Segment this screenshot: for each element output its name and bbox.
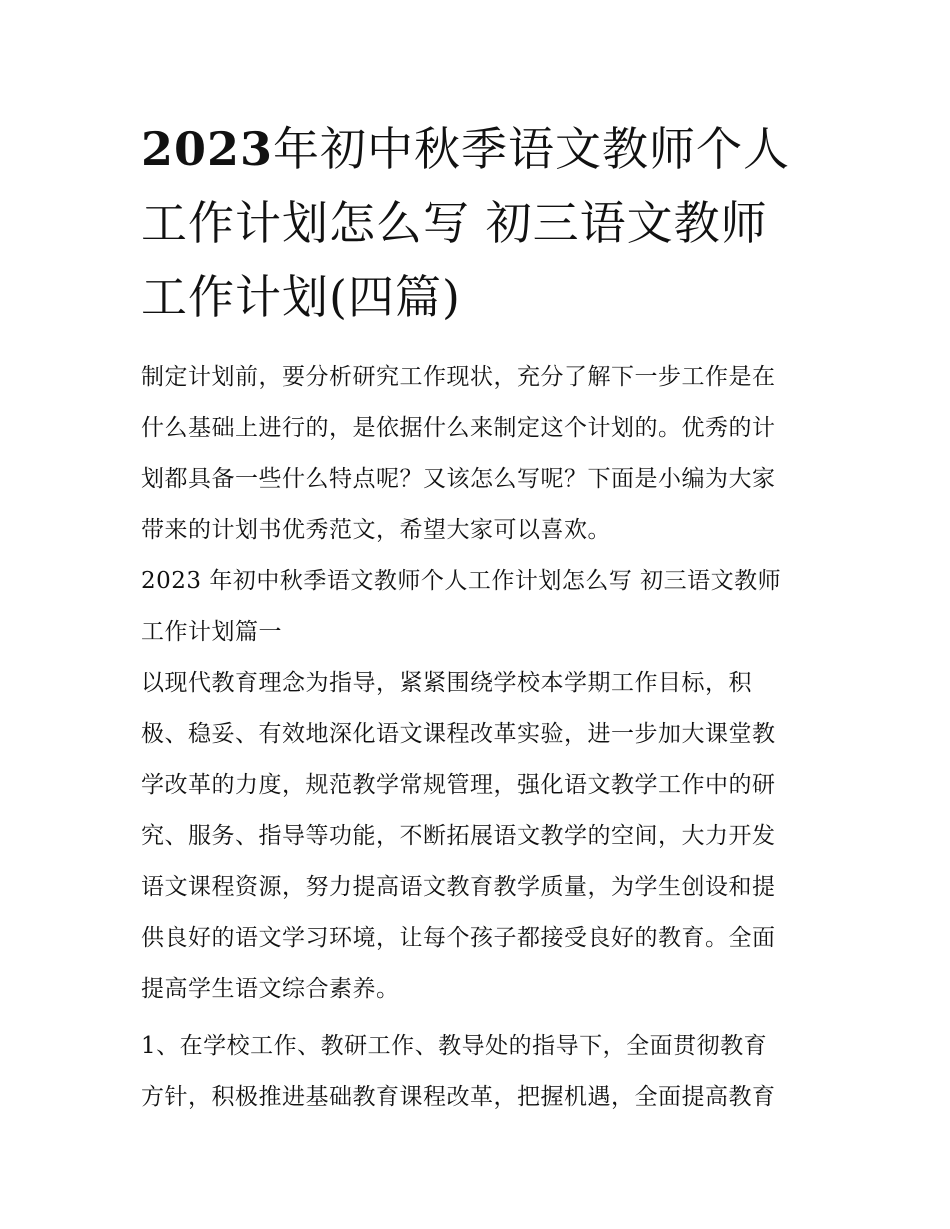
paragraph-line: 语文课程资源，努力提高语文教育教学质量，为学生创设和提 [141, 874, 776, 900]
paragraph-line: 提高学生语文综合素养。 [141, 976, 400, 1002]
numbered-point-1 [141, 1021, 821, 1123]
paragraph-line: 极、稳妥、有效地深化语文课程改革实验，进一步加大课堂教 [141, 721, 776, 747]
point-line: 1、在学校工作、教研工作、教导处的指导下，全面贯彻教育 [141, 1033, 768, 1059]
intro-line: 制定计划前，要分析研究工作现状，充分了解下一步工作是在 [141, 364, 776, 390]
title-line-1-text: 年初中秋季语文教师个人 [273, 122, 791, 176]
document-page [141, 112, 821, 1123]
paragraph-line: 究、服务、指导等功能，不断拓展语文教学的空间，大力开发 [141, 823, 776, 849]
intro-line: 带来的计划书优秀范文，希望大家可以喜欢。 [141, 517, 611, 543]
intro-line: 什么基础上进行的，是依据什么来制定这个计划的。优秀的计 [141, 415, 776, 441]
title-year: 2023 [141, 122, 274, 176]
title-line-2: 工作计划怎么写 初三语文教师 [141, 196, 768, 250]
section-heading-line: 工作计划篇一 [141, 619, 282, 645]
title-line-3: 工作计划(四篇) [141, 270, 461, 324]
document-title [141, 112, 821, 334]
intro-paragraph [141, 352, 821, 556]
body-paragraph-1 [141, 658, 821, 1015]
paragraph-line: 供良好的语文学习环境，让每个孩子都接受良好的教育。全面 [141, 925, 776, 951]
section-heading-line: 2023 年初中秋季语文教师个人工作计划怎么写 初三语文教师 [141, 568, 782, 594]
intro-line: 划都具备一些什么特点呢？又该怎么写呢？下面是小编为大家 [141, 466, 776, 492]
point-line: 方针，积极推进基础教育课程改革，把握机遇，全面提高教育 [141, 1084, 776, 1110]
paragraph-line: 学改革的力度，规范教学常规管理，强化语文教学工作中的研 [141, 772, 776, 798]
paragraph-line: 以现代教育理念为指导，紧紧围绕学校本学期工作目标，积 [141, 670, 752, 696]
title-line-1 [141, 112, 821, 186]
section-heading [141, 556, 821, 658]
